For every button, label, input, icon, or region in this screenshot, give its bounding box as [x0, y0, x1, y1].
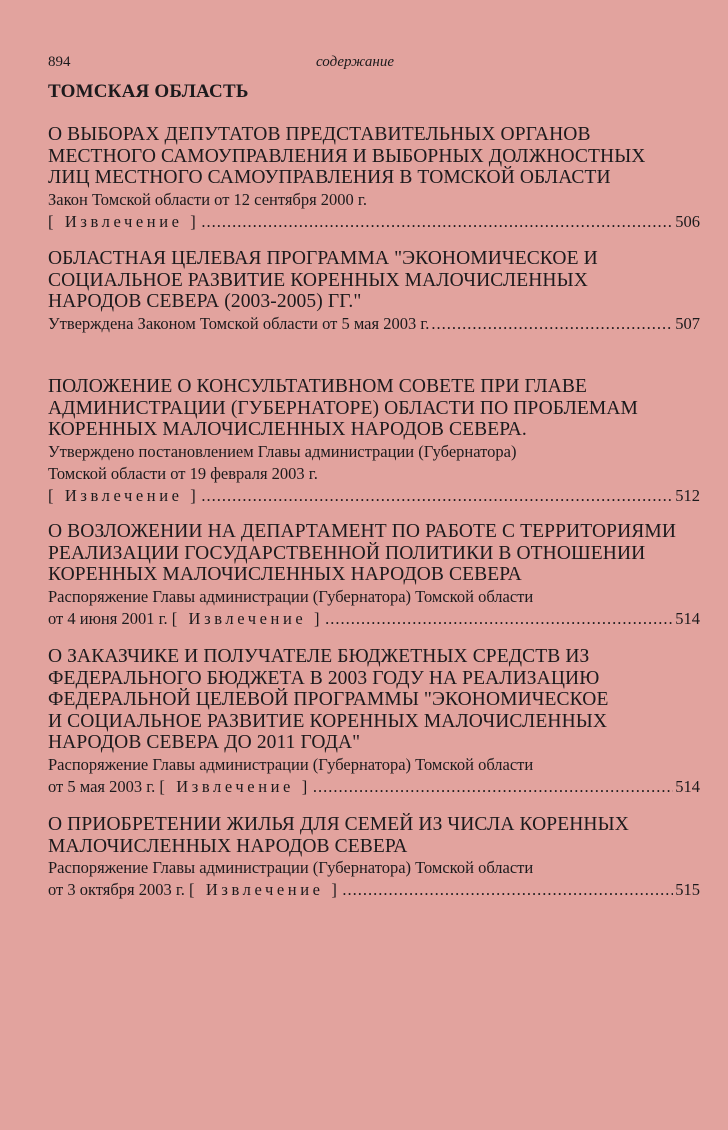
toc-entry — [48, 376, 700, 507]
entry-title-line: О ЗАКАЗЧИКЕ И ПОЛУЧАТЕЛЕ БЮДЖЕТНЫХ СРЕДСТВ ИЗ — [48, 646, 590, 667]
entry-title-line: ФЕДЕРАЛЬНОЙ ЦЕЛЕВОЙ ПРОГРАММЫ "ЭКОНОМИЧЕСКОЕ — [48, 689, 609, 710]
toc-entry — [48, 646, 700, 798]
dot-leader — [431, 313, 673, 335]
entry-extract-label: [ Извлечение ] — [189, 880, 341, 899]
running-head: содержание — [316, 54, 394, 70]
page-number: 894 — [48, 54, 71, 70]
entry-source-line: Томской области от 19 февраля 2003 г. — [48, 463, 318, 483]
region-title: ТОМСКАЯ ОБЛАСТЬ — [48, 81, 249, 102]
entry-title-line: ОБЛАСТНАЯ ЦЕЛЕВАЯ ПРОГРАММА "ЭКОНОМИЧЕСКОЕ И — [48, 248, 598, 269]
dot-leader — [313, 776, 673, 798]
entry-extract-label: [ Извлечение ] — [159, 776, 311, 796]
entry-source-date: от 4 июня 2001 г. — [48, 608, 172, 628]
dot-leader — [201, 211, 673, 233]
entry-page-number: 515 — [675, 880, 700, 899]
entry-page-line — [48, 485, 700, 507]
dot-leader — [201, 485, 673, 507]
entry-page-line-text — [48, 776, 311, 798]
entry-page-number: 514 — [675, 608, 700, 628]
entry-source-date: от 5 мая 2003 г. — [48, 776, 160, 796]
entry-title-line: О ВОЗЛОЖЕНИИ НА ДЕПАРТАМЕНТ ПО РАБОТЕ С ТЕРРИТОРИЯМИ — [48, 521, 677, 542]
entry-page-number: 512 — [675, 485, 700, 505]
entry-source-line: Распоряжение Главы администрации (Губернатора) Томской области — [48, 858, 534, 877]
entry-source-date: Утверждена Законом Томской области от 5 мая 2003 г. — [48, 313, 430, 333]
entry-title-line: КОРЕННЫХ МАЛОЧИСЛЕННЫХ НАРОДОВ СЕВЕРА. — [48, 419, 527, 440]
entry-title-line: О ВЫБОРАХ ДЕПУТАТОВ ПРЕДСТАВИТЕЛЬНЫХ ОРГАНОВ — [48, 124, 591, 145]
entry-extract-label: [ Извлечение ] — [48, 211, 200, 231]
toc-entry — [48, 124, 700, 233]
toc-entry — [48, 521, 700, 630]
entry-page-line — [48, 313, 700, 335]
entry-page-number: 507 — [675, 313, 700, 333]
entry-title-line: МЕСТНОГО САМОУПРАВЛЕНИЯ И ВЫБОРНЫХ ДОЛЖНОСТНЫХ — [48, 145, 646, 167]
entry-title-line: МАЛОЧИСЛЕННЫХ НАРОДОВ СЕВЕРА — [48, 835, 408, 857]
entry-title-line: О ПРИОБРЕТЕНИИ ЖИЛЬЯ ДЛЯ СЕМЕЙ ИЗ ЧИСЛА КОРЕННЫХ — [48, 814, 629, 835]
dot-leader — [342, 879, 673, 901]
entry-page-number: 514 — [675, 776, 700, 796]
entry-source-line: Закон Томской области от 12 сентября 2000 г. — [48, 189, 367, 209]
entry-source-line: Распоряжение Главы администрации (Губернатора) Томской области — [48, 586, 534, 606]
toc-entry — [48, 814, 700, 901]
entry-page-line-text — [48, 608, 323, 630]
entry-title-line: АДМИНИСТРАЦИИ (ГУБЕРНАТОРЕ) ОБЛАСТИ ПО ПРОБЛЕМАМ — [48, 397, 638, 419]
entry-source-date: от 3 октября 2003 г. — [48, 880, 190, 899]
entry-title-line: И СОЦИАЛЬНОЕ РАЗВИТИЕ КОРЕННЫХ МАЛОЧИСЛЕННЫХ — [48, 710, 608, 732]
entry-title-line: ЛИЦ МЕСТНОГО САМОУПРАВЛЕНИЯ В ТОМСКОЙ ОБЛАСТИ — [48, 167, 611, 188]
entry-extract-label: [ Извлечение ] — [48, 485, 200, 505]
entry-page-line — [48, 608, 700, 630]
entry-title-line: ПОЛОЖЕНИЕ О КОНСУЛЬТАТИВНОМ СОВЕТЕ ПРИ ГЛАВЕ — [48, 376, 588, 397]
entry-title-line: НАРОДОВ СЕВЕРА ДО 2011 ГОДА" — [48, 732, 361, 753]
entry-source-line: Распоряжение Главы администрации (Губернатора) Томской области — [48, 754, 534, 774]
entry-title-line: ФЕДЕРАЛЬНОГО БЮДЖЕТА В 2003 ГОДУ НА РЕАЛИЗАЦИЮ — [48, 667, 600, 689]
entry-page-line — [48, 211, 700, 233]
entry-page-line-text — [48, 313, 429, 335]
entry-page-line-text — [48, 485, 199, 507]
entry-page-line-text — [48, 879, 340, 901]
entry-title-line: РЕАЛИЗАЦИИ ГОСУДАРСТВЕННОЙ ПОЛИТИКИ В ОТНОШЕНИИ — [48, 542, 646, 564]
entry-extract-label: [ Извлечение ] — [171, 608, 324, 628]
dot-leader — [325, 608, 673, 630]
entry-page-line — [48, 879, 700, 901]
entry-title-line: НАРОДОВ СЕВЕРА (2003-2005) ГГ." — [48, 291, 362, 312]
toc-entry — [48, 248, 700, 335]
entry-page-line — [48, 776, 700, 798]
entry-source-line: Утверждено постановлением Главы администрации (Губернатора) — [48, 441, 517, 461]
entry-page-line-text — [48, 211, 199, 233]
entry-title-line: КОРЕННЫХ МАЛОЧИСЛЕННЫХ НАРОДОВ СЕВЕРА — [48, 564, 522, 585]
entry-page-number: 506 — [675, 211, 700, 231]
entry-title-line: СОЦИАЛЬНОЕ РАЗВИТИЕ КОРЕННЫХ МАЛОЧИСЛЕННЫХ — [48, 269, 588, 291]
